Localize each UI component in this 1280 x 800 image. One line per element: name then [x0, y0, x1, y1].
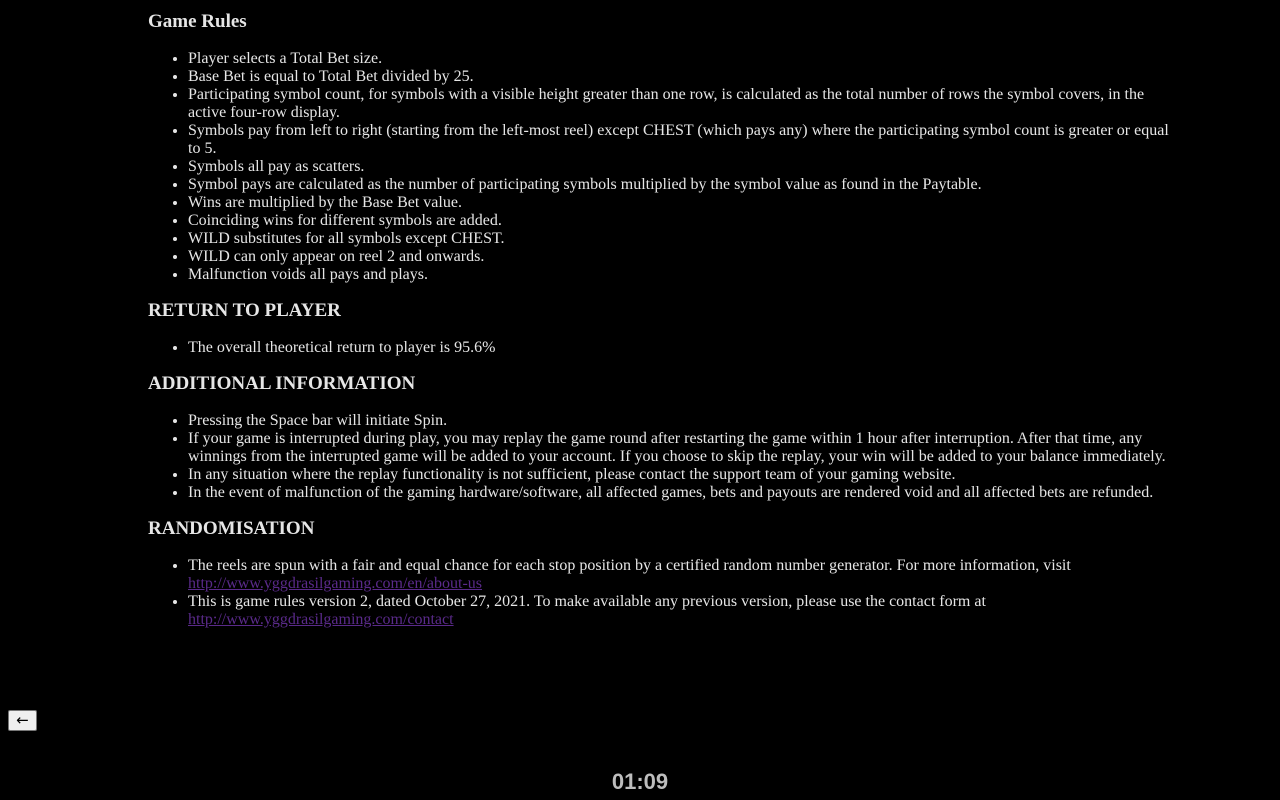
left-arrow-icon: ← — [16, 711, 29, 729]
contact-link[interactable]: http://www.yggdrasilgaming.com/contact — [188, 611, 454, 628]
clock: 01:09 — [611, 769, 669, 794]
list-item: • Pressing the Space bar will initiate Spin. — [188, 412, 1178, 430]
list-item: • Malfunction voids all pays and plays. — [188, 266, 1178, 284]
list-item: • Coinciding wins for different symbols are added. — [188, 212, 1178, 230]
list-item: • WILD can only appear on reel 2 and onwards. — [188, 248, 1178, 266]
additional-information-heading: ADDITIONAL INFORMATION — [148, 373, 416, 394]
additional-information-list — [148, 412, 1178, 502]
list-item: • Symbols pay from left to right (starting from the left-most reel) except CHEST (which pays any) where the participating symbol count is greater or equal to 5. — [188, 122, 1178, 158]
list-item: • Symbol pays are calculated as the number of participating symbols multiplied by the symbol value as found in the Paytable. — [188, 176, 1178, 194]
game-rules-heading: Game Rules — [148, 11, 247, 32]
list-item: • Base Bet is equal to Total Bet divided by 25. — [188, 68, 1178, 86]
list-item: • If your game is interrupted during play, you may replay the game round after restarting the game within 1 hour after interruption. After that time, any winnings from the interrupted game will be added to your account. If you choose to skip the replay, your win will be added to your balance immediately. — [188, 430, 1178, 466]
rng-info-text: The reels are spun with a fair and equal chance for each stop position by a certified random number generator. For more information, visit — [188, 557, 1071, 574]
about-us-link[interactable]: http://www.yggdrasilgaming.com/en/about-us — [188, 575, 483, 592]
game-rules-list — [148, 50, 1178, 284]
list-item: • Player selects a Total Bet size. — [188, 50, 1178, 68]
list-item — [188, 593, 1178, 629]
list-item: • In any situation where the replay functionality is not sufficient, please contact the support team of your gaming website. — [188, 466, 1178, 484]
rules-content — [148, 11, 1178, 629]
version-info-text: This is game rules version 2, dated October 27, 2021. To make available any previous version, please use the contact form at — [188, 593, 986, 610]
return-to-player-heading: RETURN TO PLAYER — [148, 300, 341, 321]
list-item: • WILD substitutes for all symbols except CHEST. — [188, 230, 1178, 248]
list-item: • In the event of malfunction of the gaming hardware/software, all affected games, bets and payouts are rendered void and all affected bets are refunded. — [188, 484, 1178, 502]
list-item: • The overall theoretical return to player is 95.6% — [188, 339, 1178, 357]
back-button[interactable] — [8, 710, 37, 731]
randomisation-list — [148, 557, 1178, 629]
randomisation-heading: RANDOMISATION — [148, 518, 315, 539]
list-item: • Participating symbol count, for symbols with a visible height greater than one row, is calculated as the total number of rows the symbol covers, in the active four-row display. — [188, 86, 1178, 122]
list-item — [188, 557, 1178, 593]
rtp-list — [148, 339, 1178, 357]
list-item: • Wins are multiplied by the Base Bet value. — [188, 194, 1178, 212]
list-item: • Symbols all pay as scatters. — [188, 158, 1178, 176]
